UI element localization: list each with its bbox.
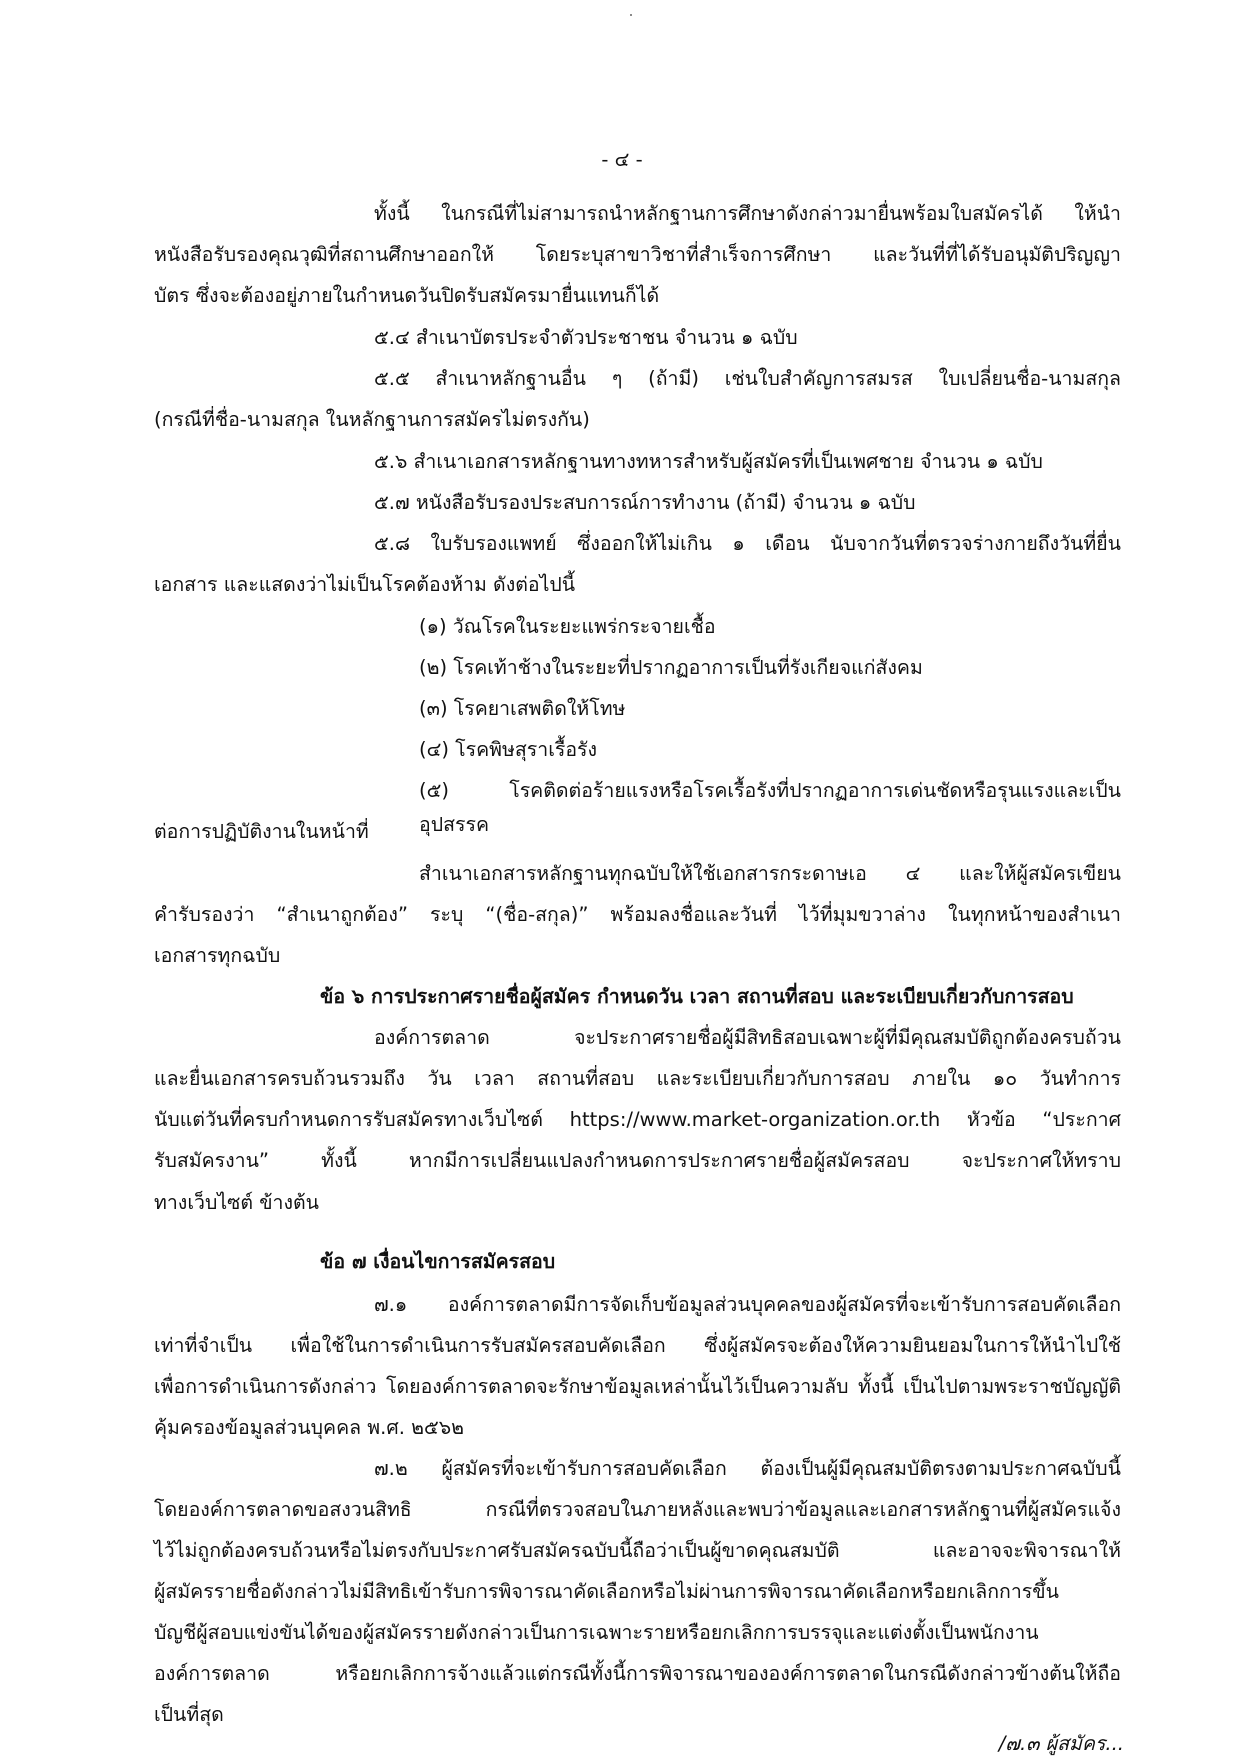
continuation-marker: /๗.๓ ผู้สมัคร... xyxy=(998,1732,1124,1755)
page-number: - ๔ - xyxy=(601,148,643,171)
item-7-1-line-3: เพื่อการดำเนินการดังกล่าว โดยองค์การตลาดจะรักษาข้อมูลเหล่านั้นไว้เป็นความลับ ทั้งนี้ เป็นไปตามพระราชบัญญัติ xyxy=(154,1375,1121,1398)
disease-item-2: (๒) โรคเท้าช้างในระยะที่ปรากฏอาการเป็นที่รังเกียจแก่สังคม xyxy=(419,656,923,679)
item-7-2-line-2: โดยองค์การตลาดขอสงวนสิทธิ กรณีที่ตรวจสอบในภายหลังและพบว่าข้อมูลและเอกสารหลักฐานที่ผู้สมัครแจ้ง xyxy=(154,1498,1121,1521)
item-7-1-line-4: คุ้มครองข้อมูลส่วนบุคคล พ.ศ. ๒๕๖๒ xyxy=(154,1416,464,1439)
copy-note-line-2: คำรับรองว่า “สำเนาถูกต้อง” ระบุ “(ชื่อ-สกุล)” พร้อมลงชื่อและวันที่ ไว้ที่มุมขวาล่าง ในทุกหน้าของสำเนา xyxy=(154,903,1121,926)
disease-item-5-cont: ต่อการปฏิบัติงานในหน้าที่ xyxy=(154,820,369,843)
section-7-heading: ข้อ ๗ เงื่อนไขการสมัครสอบ xyxy=(320,1250,556,1273)
item-7-2-line-4: ผู้สมัครรายชื่อดังกล่าวไม่มีสิทธิเข้ารับการพิจารณาคัดเลือกหรือไม่ผ่านการพิจารณาคัดเลือกหรือยกเลิกการขึ้น xyxy=(154,1580,1059,1603)
disease-item-1: (๑) วัณโรคในระยะแพร่กระจายเชื้อ xyxy=(419,615,716,638)
section-6-line-3: นับแต่วันที่ครบกำหนดการรับสมัครทางเว็บไซต์ https://www.market-organization.or.th หัวข้อ “ประกาศ xyxy=(154,1108,1121,1131)
copy-note-line-3: เอกสารทุกฉบับ xyxy=(154,944,281,967)
item-7-2-line-7: เป็นที่สุด xyxy=(154,1703,224,1726)
section-6-line-4: รับสมัครงาน” ทั้งนี้ หากมีการเปลี่ยนแปลงกำหนดการประกาศรายชื่อผู้สมัครสอบ จะประกาศให้ทราบ xyxy=(154,1149,1121,1172)
item-7-1-line-1: ๗.๑ องค์การตลาดมีการจัดเก็บข้อมูลส่วนบุคคลของผู้สมัครที่จะเข้ารับการสอบคัดเลือก xyxy=(374,1293,1121,1316)
item-5-8-line-1: ๕.๘ ใบรับรองแพทย์ ซึ่งออกให้ไม่เกิน ๑ เดือน นับจากวันที่ตรวจร่างกายถึงวันที่ยื่น xyxy=(374,532,1121,555)
item-5-5-line-1: ๕.๕ สำเนาหลักฐานอื่น ๆ (ถ้ามี) เช่นใบสำคัญการสมรส ใบเปลี่ยนชื่อ-นามสกุล xyxy=(374,367,1121,390)
item-5-8-line-2: เอกสาร และแสดงว่าไม่เป็นโรคต้องห้าม ดังต่อไปนี้ xyxy=(154,573,576,596)
item-7-1-line-2: เท่าที่จำเป็น เพื่อใช้ในการดำเนินการรับสมัครสอบคัดเลือก ซึ่งผู้สมัครจะต้องให้ความยินยอมในการให้นำไปใช้ xyxy=(154,1334,1121,1357)
intro-line-1: ทั้งนี้ ในกรณีที่ไม่สามารถนำหลักฐานการศึกษาดังกล่าวมายื่นพร้อมใบสมัครได้ ให้นำ xyxy=(374,202,1121,225)
section-6-heading: ข้อ ๖ การประกาศรายชื่อผู้สมัคร กำหนดวัน เวลา สถานที่สอบ และระเบียบเกี่ยวกับการสอบ xyxy=(320,985,1074,1008)
section-6-line-1: องค์การตลาด จะประกาศรายชื่อผู้มีสิทธิสอบเฉพาะผู้ที่มีคุณสมบัติถูกต้องครบถ้วน xyxy=(374,1026,1121,1049)
intro-line-3: บัตร ซึ่งจะต้องอยู่ภายในกำหนดวันปิดรับสมัครมายื่นแทนก็ได้ xyxy=(154,284,660,307)
disease-item-5: (๕) โรคติดต่อร้ายแรงหรือโรคเรื้อรังที่ปรากฏอาการเด่นชัดหรือรุนแรงและเป็นอุปสรรค xyxy=(419,779,1121,836)
section-6-line-5: ทางเว็บไซต์ ข้างต้น xyxy=(154,1191,320,1214)
item-7-2-line-5: บัญชีผู้สอบแข่งขันได้ของผู้สมัครรายดังกล่าวเป็นการเฉพาะรายหรือยกเลิกการบรรจุและแต่งตั้งเป็นพนักงาน xyxy=(154,1621,1039,1644)
item-5-5-line-2: (กรณีที่ชื่อ-นามสกุล ในหลักฐานการสมัครไม่ตรงกัน) xyxy=(154,408,590,431)
item-5-4: ๕.๔ สำเนาบัตรประจำตัวประชาชน จำนวน ๑ ฉบับ xyxy=(374,326,798,349)
item-7-2-line-6: องค์การตลาด หรือยกเลิกการจ้างแล้วแต่กรณีทั้งนี้การพิจารณาขององค์การตลาดในกรณีดังกล่าวข้างต้นให้ถือ xyxy=(154,1662,1121,1685)
disease-item-4: (๔) โรคพิษสุราเรื้อรัง xyxy=(419,738,598,761)
scan-speck xyxy=(630,14,632,16)
copy-note-line-1: สำเนาเอกสารหลักฐานทุกฉบับให้ใช้เอกสารกระดาษเอ ๔ และให้ผู้สมัครเขียน xyxy=(419,862,1121,885)
item-7-2-line-3: ไว้ไม่ถูกต้องครบถ้วนหรือไม่ตรงกับประกาศรับสมัครฉบับนี้ถือว่าเป็นผู้ขาดคุณสมบัติ และอาจจะพิจารณาให้ xyxy=(154,1539,1121,1562)
item-5-7: ๕.๗ หนังสือรับรองประสบการณ์การทำงาน (ถ้ามี) จำนวน ๑ ฉบับ xyxy=(374,491,916,514)
item-5-6: ๕.๖ สำเนาเอกสารหลักฐานทางทหารสำหรับผู้สมัครที่เป็นเพศชาย จำนวน ๑ ฉบับ xyxy=(374,450,1043,473)
section-6-line-2: และยื่นเอกสารครบถ้วนรวมถึง วัน เวลา สถานที่สอบ และระเบียบเกี่ยวกับการสอบ ภายใน ๑๐ วันทำการ xyxy=(154,1067,1121,1090)
item-7-2-line-1: ๗.๒ ผู้สมัครที่จะเข้ารับการสอบคัดเลือก ต้องเป็นผู้มีคุณสมบัติตรงตามประกาศฉบับนี้ xyxy=(374,1457,1121,1480)
disease-item-3: (๓) โรคยาเสพติดให้โทษ xyxy=(419,697,626,720)
intro-line-2: หนังสือรับรองคุณวุฒิที่สถานศึกษาออกให้ โดยระบุสาขาวิชาที่สำเร็จการศึกษา และวันที่ที่ได้รับอนุมัติปริญญา xyxy=(154,243,1121,266)
